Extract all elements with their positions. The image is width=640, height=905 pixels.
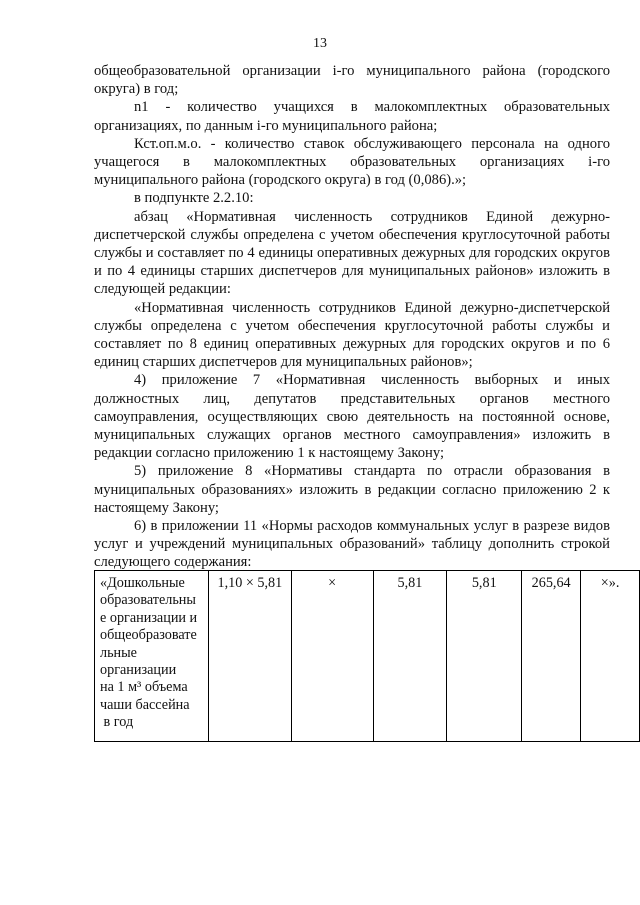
page-number: 13 — [313, 36, 327, 51]
cell-line: организации — [100, 662, 177, 679]
cell-line: льные — [100, 644, 137, 661]
cell-line: «Дошкольные — [100, 575, 185, 591]
cell-line: образовательны — [100, 592, 196, 609]
table-container — [94, 570, 640, 742]
table-cell: × — [291, 571, 373, 742]
body-text — [94, 62, 610, 572]
table-cell: ×». — [581, 571, 640, 742]
institution-type-cell — [95, 571, 209, 742]
table-cell: 5,81 — [447, 571, 522, 742]
utilities-norms-table — [94, 570, 640, 742]
cell-line: общеобразовате — [100, 627, 197, 644]
cell-line: е организации и — [100, 609, 198, 626]
cell-line: чаши бассейна — [100, 696, 190, 713]
paragraph-6: «Нормативная численность сотрудников Единой дежурно-диспетчерской службы определена с учетом обеспечения круглосуточной работы службы и составляет по 8 единиц оперативных дежурных для городских округов и по 6 единиц старших диспетчеров для муниципальных районов»; — [94, 299, 610, 371]
cell-line: на 1 м³ объема — [100, 679, 188, 696]
paragraph-8: 5) приложение 8 «Нормативы стандарта по отрасли образования в муниципальных образованиях» изложить в редакции согласно приложению 2 к настоящему Закону; — [94, 463, 610, 516]
cell-line: в год — [100, 714, 134, 731]
paragraph-4: в подпункте 2.2.10: — [134, 190, 254, 207]
table-cell: 5,81 — [373, 571, 447, 742]
paragraph-2: n1 - количество учащихся в малокомплектных образовательных организациях, по данным i-го муниципального района; — [94, 99, 610, 134]
table-row — [95, 571, 640, 742]
paragraph-9: 6) в приложении 11 «Нормы расходов коммунальных услуг в разрезе видов услуг и учреждений муниципальных образований» таблицу дополнить строкой следующего содержания: — [94, 518, 610, 571]
table-cell: 265,64 — [522, 571, 581, 742]
table-cell: 1,10 × 5,81 — [208, 571, 291, 742]
paragraph-1: общеобразовательной организации i-го муниципального района (городского округа) в год; — [94, 63, 610, 98]
paragraph-3: Кст.оп.м.о. - количество ставок обслуживающего персонала на одного учащегося в малокомплектных образовательных организациях i-го муниципального района (городского округа) в год (0,086).»; — [94, 135, 610, 189]
paragraph-7: 4) приложение 7 «Нормативная численность выборных и иных должностных лиц, депутатов представительных органов местного самоуправления, осуществляющих свою деятельность на постоянной основе, муниципальных служащих органов местного самоуправления» изложить в редакции согласно приложению 1 к настоящему Закону; — [94, 372, 610, 462]
paragraph-5: абзац «Нормативная численность сотрудников Единой дежурно-диспетчерской службы определена с учетом обеспечения круглосуточной работы службы и составляет по 4 единицы оперативных дежурных для городских округов и по 4 единицы старших диспетчеров для муниципальных районов» изложить в следующей редакции: — [94, 208, 610, 298]
